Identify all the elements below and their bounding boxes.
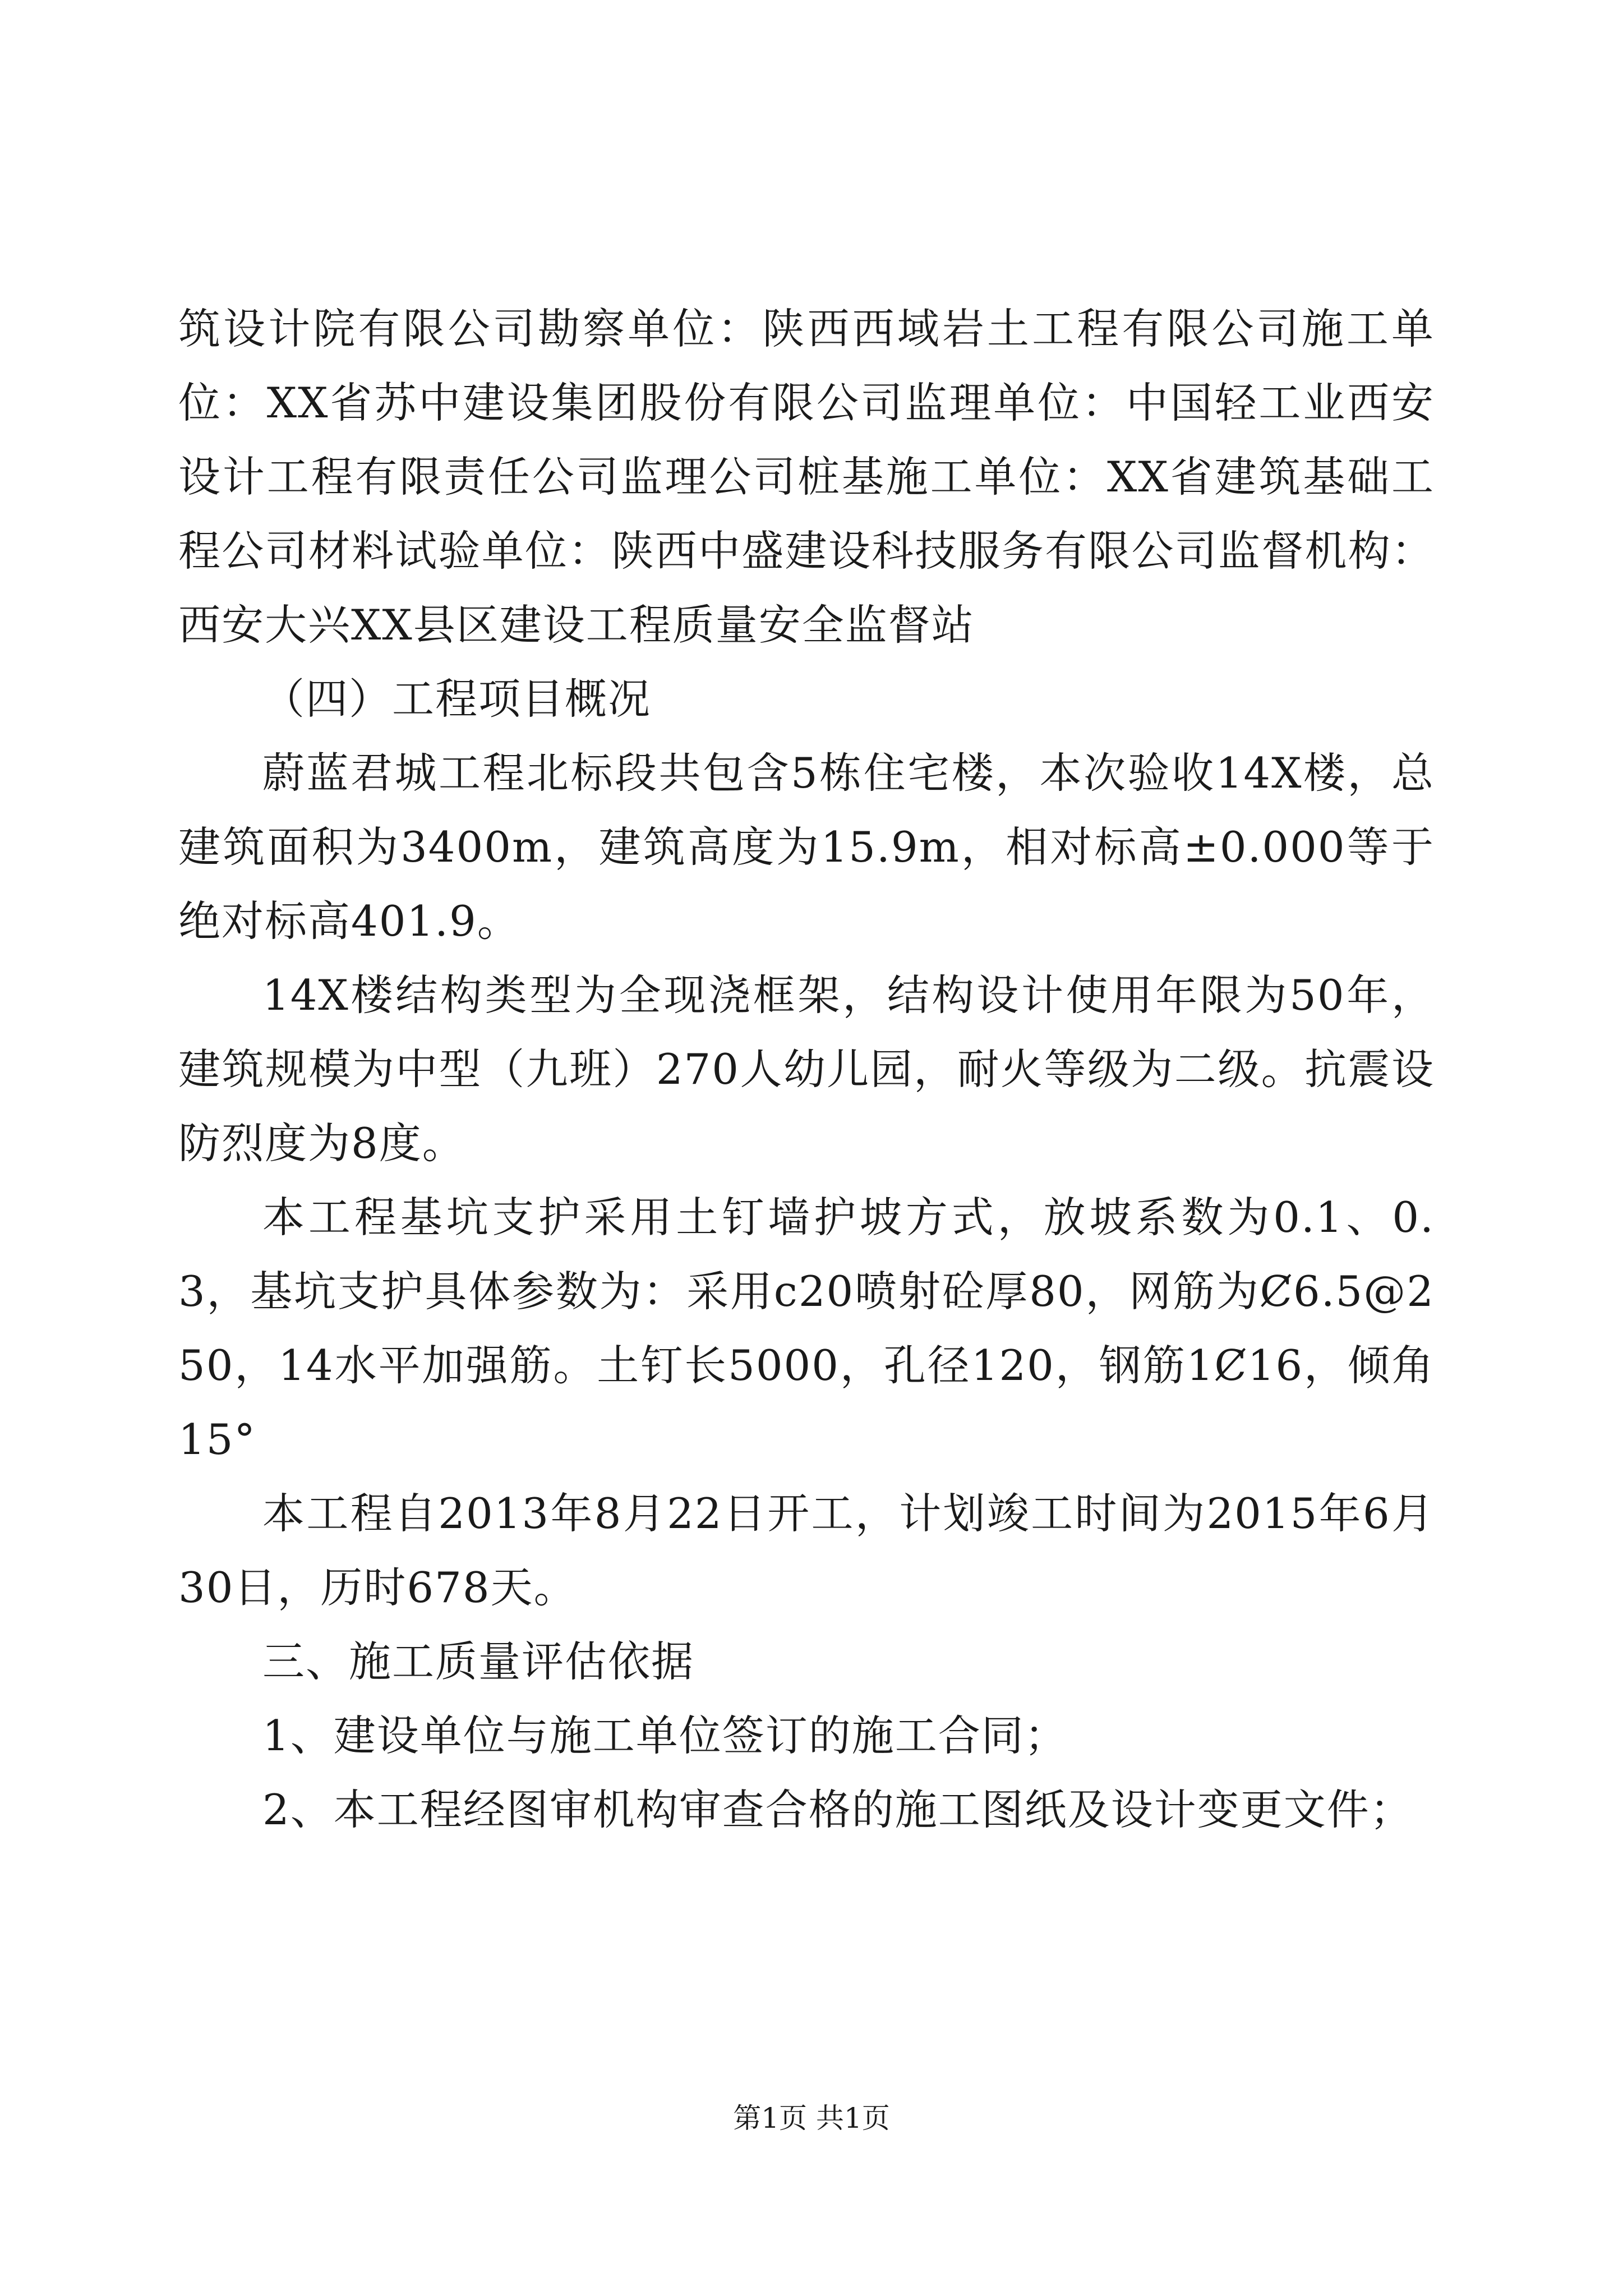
paragraph-continuation: 筑设计院有限公司勘察单位：陕西西域岩土工程有限公司施工单位：XX省苏中建设集团股份有限公司监理单位：中国轻工业西安设计工程有限责任公司监理公司桩基施工单位：XX省建筑基础工程公司材料试验单位：陕西中盛建设科技服务有限公司监督机构：西安大兴XX县区建设工程质量安全监督站	[178, 304, 1435, 650]
paragraph-building-overview: 蔚蓝君城工程北标段共包含5栋住宅楼，本次验收14X楼，总建筑面积为3400m，建筑高度为15.9m，相对标高±0.000等于绝对标高401.9。	[178, 748, 1435, 946]
document-body	[178, 292, 1435, 1847]
paragraph-structure-type: 14X楼结构类型为全现浇框架，结构设计使用年限为50年，建筑规模为中型（九班）270人幼儿园，耐火等级为二级。抗震设防烈度为8度。	[178, 970, 1435, 1168]
paragraph-foundation-support: 本工程基坑支护采用土钉墙护坡方式，放坡系数为0.1、0.3，基坑支护具体参数为：采用c20喷射砼厚80，网筋为Ȼ6.5@250，14水平加强筋。土钉长5000，孔径120，钢筋1Ȼ16，倾角15°	[178, 1193, 1435, 1464]
list-item-drawings: 2、本工程经图审机构审查合格的施工图纸及设计变更文件；	[262, 1785, 1413, 1834]
paragraph-schedule: 本工程自2013年8月22日开工，计划竣工时间为2015年6月30日，历时678天。	[178, 1489, 1435, 1612]
section-heading-evaluation-basis: 三、施工质量评估依据	[262, 1637, 695, 1686]
section-heading-project-overview: （四）工程项目概况	[262, 674, 652, 724]
page-footer: 第1页 共1页	[733, 2102, 890, 2134]
list-item-contract: 1、建设单位与施工单位签订的施工合同；	[262, 1711, 1068, 1760]
